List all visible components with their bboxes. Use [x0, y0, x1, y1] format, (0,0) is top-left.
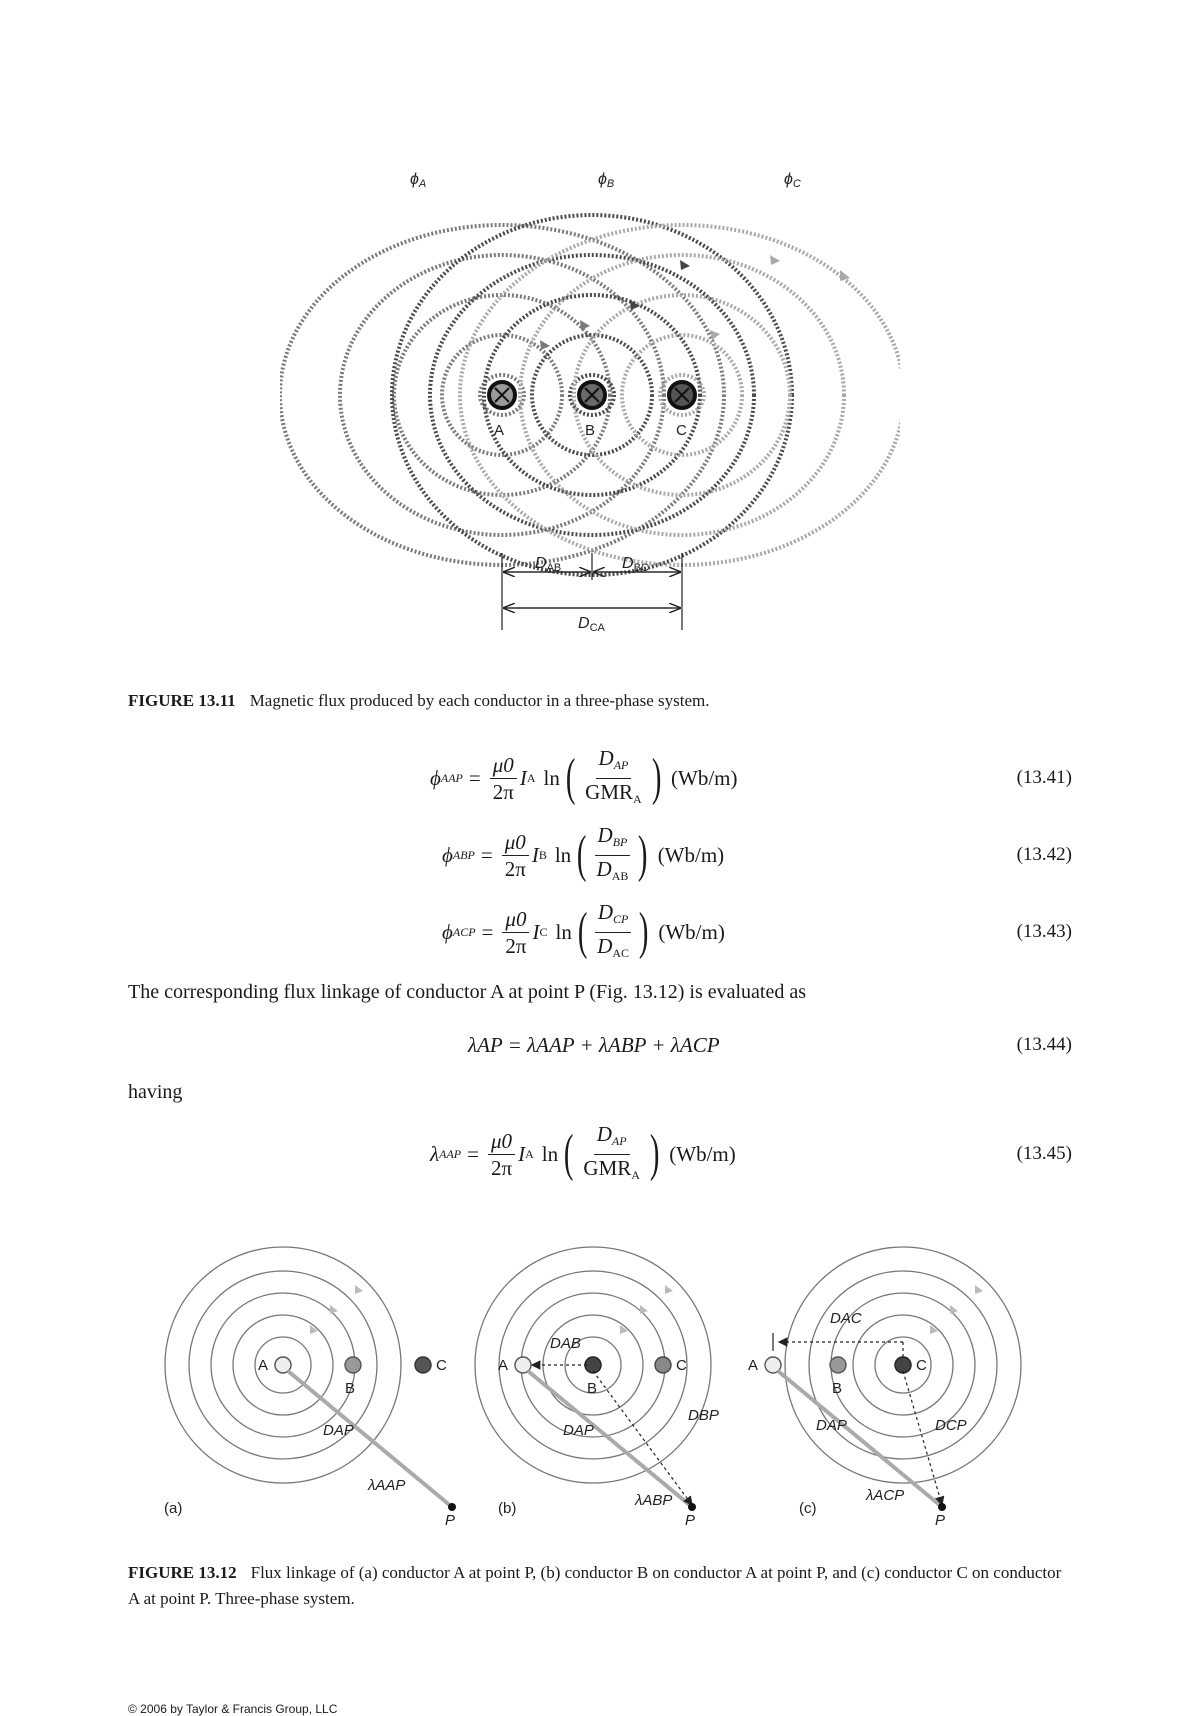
- dim-label-bc: DBC: [622, 555, 649, 574]
- panel-b: [475, 1247, 719, 1525]
- conductor-label-a: A: [494, 422, 505, 439]
- figure-13-12-caption: [128, 1560, 1072, 1612]
- equation-13-42: ϕ ABP = $\frac{\mu 0}{2\pi}$ I B ln ( $\frac{D_{BP}}{D_{AB}}$ ) (Wb/m) (13.42): [442, 822, 1072, 883]
- eq-num-sub: AP: [611, 1133, 627, 1148]
- dist-dap: DAP: [323, 1422, 354, 1439]
- dim-label-ca: DCA: [578, 615, 605, 634]
- eq-unit: (Wb/m): [669, 1141, 736, 1166]
- label-b: B: [345, 1380, 356, 1397]
- eq-den: D: [597, 933, 613, 958]
- equation-13-43: ϕ ACP = $\frac{\mu 0}{2\pi}$ I C ln ( $\frac{D_{CP}}{D_{AC}}$ ) (Wb/m) (13.43): [442, 899, 1072, 960]
- lambda-acp: λACP: [866, 1487, 905, 1504]
- eq-tag: (13.44): [1016, 1034, 1072, 1055]
- conductor-b: [345, 1357, 361, 1373]
- phi-a-label: ϕA: [410, 171, 427, 190]
- eq-unit: (Wb/m): [671, 765, 738, 790]
- eq-current: I: [518, 1141, 526, 1166]
- eq-two-pi: 2π: [492, 779, 514, 804]
- caption-label: FIGURE 13.12: [128, 1563, 237, 1582]
- phi-c-label: ϕC: [784, 171, 801, 190]
- conductor-c: [895, 1357, 911, 1373]
- label-a: A: [258, 1357, 269, 1374]
- eq-ln: ln: [555, 919, 572, 944]
- eq-den: D: [596, 856, 612, 881]
- eq-current-sub: A: [525, 1146, 534, 1161]
- eq-num-sub: AP: [613, 757, 629, 772]
- eq-den-sub: A: [633, 791, 642, 806]
- conductor-label-c: C: [676, 422, 687, 439]
- eq-lhs: ϕ: [442, 842, 453, 867]
- lambda-abp: λABP: [635, 1492, 673, 1509]
- eq-num: D: [597, 899, 614, 924]
- eq-lhs: λ: [430, 1141, 440, 1166]
- eq-tag: (13.43): [1016, 921, 1072, 942]
- eq-tag: (13.42): [1016, 844, 1072, 865]
- label-b: B: [587, 1380, 598, 1397]
- eq-mu: μ0: [502, 907, 529, 933]
- eq-current: I: [532, 919, 540, 944]
- point-p: [688, 1503, 696, 1511]
- panel-c: [748, 1247, 1021, 1525]
- panel-tag-c: (c): [799, 1500, 817, 1517]
- caption-text: Flux linkage of (a) conductor A at point P, (b) conductor B on conductor A at point P, and (c) conductor C on conductor A at point P. Three-phase system.: [128, 1563, 1062, 1608]
- figure-13-11-flux-diagram: [280, 160, 900, 680]
- eq-unit: (Wb/m): [658, 919, 725, 944]
- dist-dap: DAP: [816, 1417, 847, 1434]
- conductor-b: [585, 1357, 601, 1373]
- phi-b-label: ϕB: [598, 171, 615, 190]
- eq-tag: (13.45): [1016, 1143, 1072, 1164]
- dist-dap: DAP: [563, 1422, 594, 1439]
- eq-current: I: [519, 765, 527, 790]
- equation-13-41: ϕ AAP = $\frac{\mu 0}{2\pi}$ I A ln ( $\frac{D_{AP}}{GMR_A}$ ) (Wb/m) (13.41): [430, 745, 1072, 806]
- eq-current-sub: A: [526, 770, 536, 785]
- eq-lhs-sub: ACP: [452, 924, 476, 939]
- dist-dab: DAB: [550, 1335, 581, 1352]
- eq-two-pi: 2π: [490, 1155, 513, 1180]
- eq-lhs-sub: AAP: [439, 1146, 462, 1161]
- eq-ln: ln: [543, 765, 560, 790]
- conductor-b: [579, 382, 605, 408]
- lambda-aap: λAAP: [368, 1477, 406, 1494]
- label-b: B: [832, 1380, 843, 1397]
- label-c: C: [676, 1357, 687, 1374]
- point-label-p: P: [935, 1512, 946, 1525]
- dist-dac: DAC: [830, 1310, 862, 1327]
- point-p: [448, 1503, 456, 1511]
- eq-lhs-sub: ABP: [452, 847, 475, 862]
- eq-lhs: ϕ: [430, 765, 441, 790]
- conductor-c: [655, 1357, 671, 1373]
- panel-tag-b: (b): [498, 1500, 517, 1517]
- eq-current-sub: B: [538, 847, 547, 862]
- eq-unit: (Wb/m): [657, 842, 725, 867]
- caption-label: FIGURE 13.11: [128, 691, 236, 710]
- eq-current-sub: C: [539, 924, 548, 939]
- eq-num-sub: BP: [612, 834, 628, 849]
- label-c: C: [916, 1357, 927, 1374]
- figure-13-12-flux-linkage: [140, 1225, 1060, 1525]
- paragraph-2: having: [128, 1081, 183, 1103]
- paragraph-1: The corresponding flux linkage of conductor A at point P (Fig. 13.12) is evaluated as: [128, 981, 807, 1003]
- dist-dcp: DCP: [935, 1417, 967, 1434]
- conductor-a: [489, 382, 515, 408]
- point-label-p: P: [685, 1512, 696, 1525]
- eq-lhs-sub: AAP: [440, 770, 463, 785]
- conductor-label-b: B: [585, 422, 596, 439]
- label-a: A: [748, 1357, 759, 1374]
- label-a: A: [498, 1357, 509, 1374]
- eq-two-pi: 2π: [504, 856, 526, 881]
- caption-text: Magnetic flux produced by each conductor in a three-phase system.: [249, 691, 710, 710]
- label-c: C: [436, 1357, 447, 1374]
- copyright-footer: © 2006 by Taylor & Francis Group, LLC: [128, 1702, 338, 1716]
- equation-13-44: [128, 1015, 1072, 1075]
- equation-13-45: λ AAP = $\frac{\mu 0}{2\pi}$ I A ln ( $\frac{D_{AP}}{GMR_A}$ ) (Wb/m) (13.45): [430, 1121, 1072, 1182]
- dim-label-ab: DAB: [535, 555, 562, 574]
- eq-mu: μ0: [502, 830, 529, 856]
- eq-num: D: [598, 745, 614, 770]
- eq-mu: μ0: [488, 1129, 515, 1155]
- eq-den-sub: AC: [612, 945, 630, 960]
- eq-num-sub: CP: [613, 911, 629, 926]
- eq-ln: ln: [541, 1141, 559, 1166]
- eq-ln: ln: [554, 842, 572, 867]
- eq-den: GMR: [585, 779, 634, 804]
- figure-13-11-caption: [128, 688, 1072, 714]
- panel-a: [164, 1247, 456, 1525]
- eq-lhs: ϕ: [442, 919, 453, 944]
- eq-den-sub: A: [631, 1167, 640, 1182]
- conductor-b: [830, 1357, 846, 1373]
- point-label-p: P: [445, 1512, 456, 1525]
- eq-mu: μ0: [490, 753, 517, 779]
- conductor-c: [415, 1357, 431, 1373]
- point-p: [938, 1503, 946, 1511]
- panel-tag-a: (a): [164, 1500, 183, 1517]
- eq-text: λAP = λAAP + λABP + λACP: [468, 1032, 720, 1057]
- eq-den-sub: AB: [611, 868, 629, 883]
- eq-den: GMR: [583, 1155, 632, 1180]
- conductor-c: [669, 382, 695, 408]
- eq-two-pi: 2π: [505, 933, 527, 958]
- eq-current: I: [531, 842, 539, 867]
- eq-tag: (13.41): [1016, 767, 1072, 788]
- eq-num: D: [596, 1121, 612, 1146]
- dist-dbp: DBP: [688, 1407, 719, 1424]
- eq-num: D: [597, 822, 613, 847]
